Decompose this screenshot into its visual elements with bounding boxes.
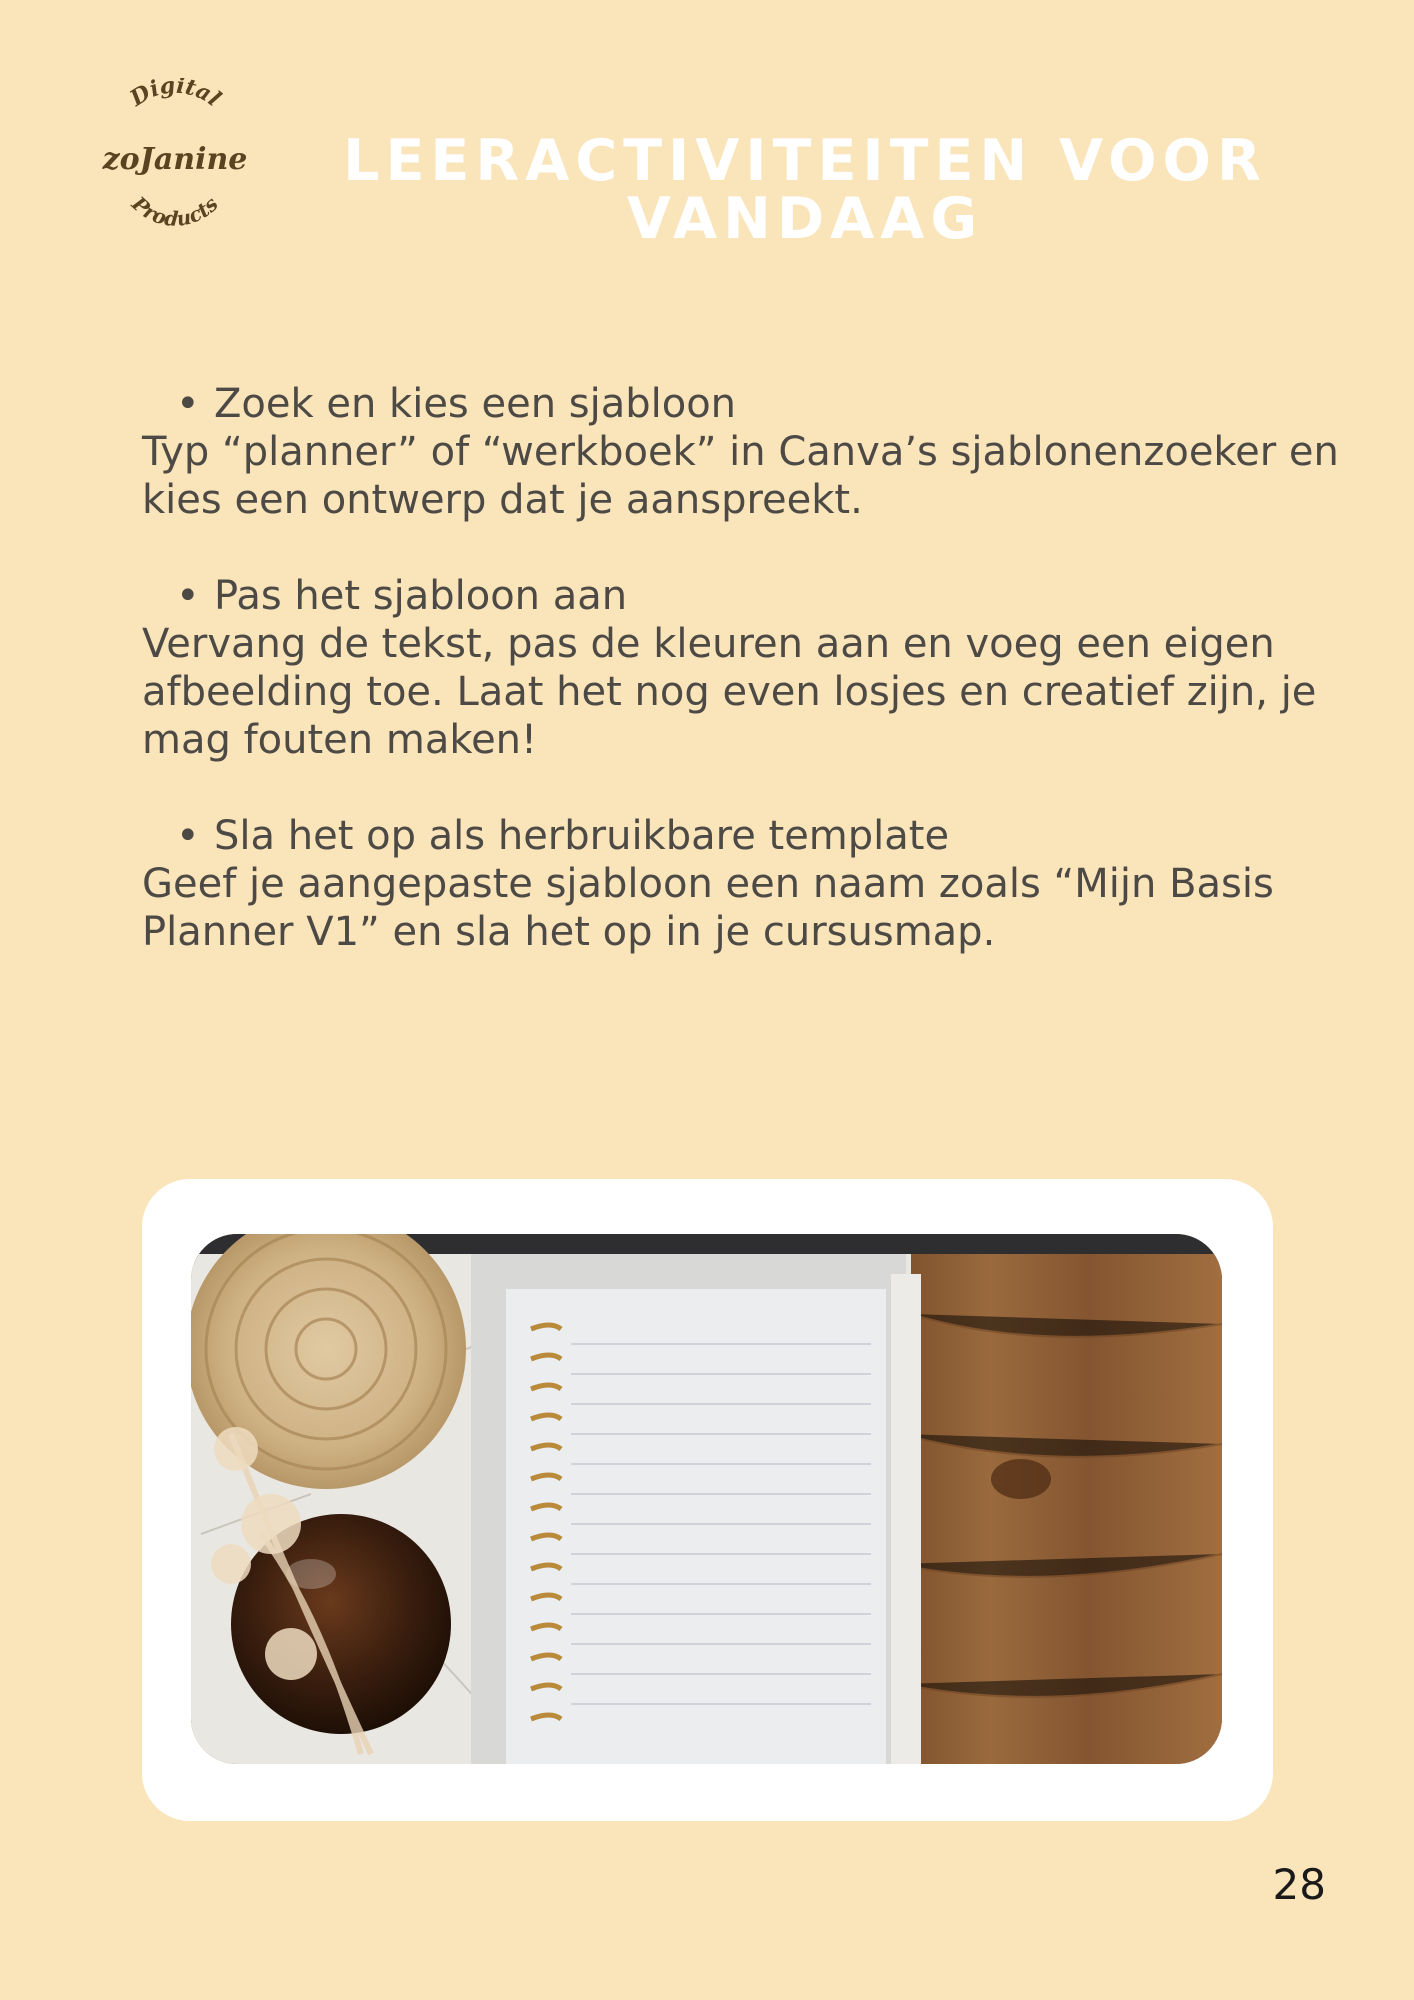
logo-middle-text: zoJanine [102,142,248,177]
brand-logo [90,78,260,248]
activity-heading: Zoek en kies een sjabloon [214,381,737,427]
activity-heading: Sla het op als herbruikbare template [214,813,950,859]
activity-body: Vervang de tekst, pas de kleuren aan en voeg een eigen afbeelding toe. Laat het nog even losjes en creatief zijn, je mag fouten maken! [142,621,1317,763]
planner-photo-illustration [191,1234,1222,1764]
bullet-icon: • [176,573,200,619]
activity-list [142,380,1342,1004]
svg-text:Digital [125,78,226,112]
page-number: 28 [1272,1860,1326,1909]
activity-heading-line [142,380,1342,428]
logo-bottom-text: Products [127,191,223,231]
photo-frame [142,1179,1273,1821]
activity-item [142,380,1342,524]
page-title: LEERACTIVITEITEN VOOR VANDAAG [343,128,1267,252]
svg-text:Products [126,191,222,231]
activity-heading-line [142,812,1342,860]
activity-body: Typ “planner” of “werkboek” in Canva’s sjablonenzoeker en kies een ontwerp dat je aanspreekt. [142,429,1339,523]
activity-heading: Pas het sjabloon aan [214,573,628,619]
brand-logo-graphic [90,78,260,248]
bullet-icon: • [176,813,200,859]
logo-top-text: Digital [125,78,226,112]
activity-body: Geef je aangepaste sjabloon een naam zoals “Mijn Basis Planner V1” en sla het op in je cursusmap. [142,861,1274,955]
activity-item [142,572,1342,764]
activity-heading-line [142,572,1342,620]
planner-photo [191,1234,1222,1764]
bullet-icon: • [176,381,200,427]
activity-item [142,812,1342,956]
